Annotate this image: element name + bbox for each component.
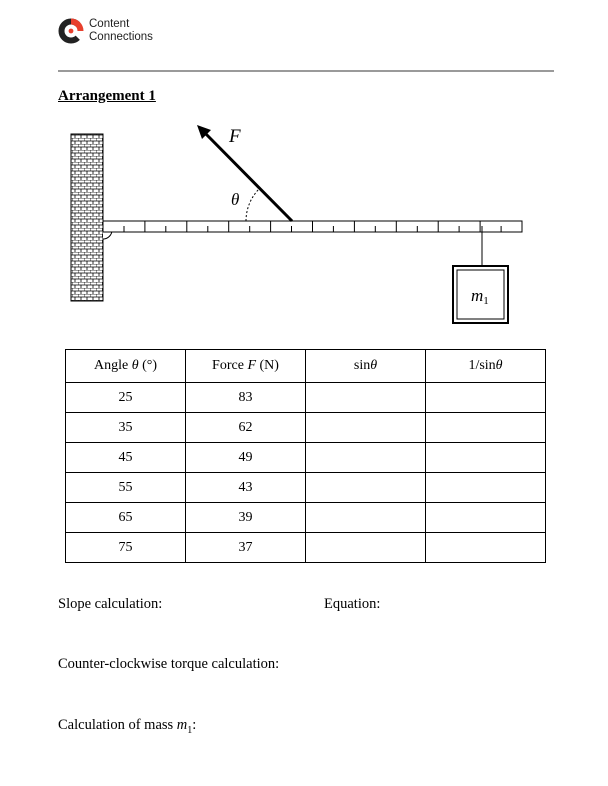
header-force bbox=[186, 350, 306, 383]
mass-calc-symbol: m bbox=[176, 717, 188, 733]
cell-sin[interactable] bbox=[306, 443, 426, 473]
header-angle-suffix: (°) bbox=[138, 358, 158, 373]
cell-inv-sin[interactable] bbox=[426, 473, 546, 503]
force-arrow-shaft bbox=[203, 131, 292, 221]
header-sin-symbol: θ bbox=[370, 358, 378, 373]
angle-label: θ bbox=[231, 190, 240, 209]
cell-force: 62 bbox=[186, 413, 306, 443]
section-heading: Arrangement 1 bbox=[58, 88, 156, 104]
cell-force: 83 bbox=[186, 383, 306, 413]
header-inv-sin-prefix: 1/sin bbox=[468, 358, 496, 373]
cell-sin[interactable] bbox=[306, 413, 426, 443]
table-row bbox=[66, 383, 546, 413]
brick-wall bbox=[71, 134, 103, 301]
cell-angle: 45 bbox=[66, 443, 186, 473]
angle-arc bbox=[246, 188, 260, 221]
cell-force: 39 bbox=[186, 503, 306, 533]
cell-inv-sin[interactable] bbox=[426, 503, 546, 533]
cell-sin[interactable] bbox=[306, 473, 426, 503]
cell-inv-sin[interactable] bbox=[426, 413, 546, 443]
table-row bbox=[66, 533, 546, 563]
cell-sin[interactable] bbox=[306, 383, 426, 413]
header-angle-symbol: θ bbox=[131, 358, 139, 373]
table-row bbox=[66, 413, 546, 443]
header-angle bbox=[66, 350, 186, 383]
cell-sin[interactable] bbox=[306, 503, 426, 533]
header-angle-prefix: Angle bbox=[93, 358, 132, 373]
header-force-suffix: (N) bbox=[256, 358, 279, 373]
slope-calculation-label: Slope calculation: bbox=[58, 596, 163, 612]
mass-calc-subscript: 1 bbox=[187, 724, 193, 736]
table-row bbox=[66, 503, 546, 533]
header-force-prefix: Force bbox=[212, 358, 248, 373]
mass-calculation-label bbox=[58, 717, 196, 736]
logo-line-2: Connections bbox=[89, 31, 153, 43]
table-row bbox=[66, 473, 546, 503]
header-inv-sin bbox=[426, 350, 546, 383]
data-table bbox=[65, 349, 546, 563]
mass-label-subscript: 1 bbox=[483, 295, 489, 307]
cell-inv-sin[interactable] bbox=[426, 533, 546, 563]
table-header-row bbox=[66, 350, 546, 383]
mass-calc-suffix: : bbox=[192, 717, 197, 733]
force-label: F bbox=[229, 126, 241, 147]
mass-label-symbol: m bbox=[471, 286, 484, 305]
ccw-torque-label: Counter-clockwise torque calculation: bbox=[58, 656, 280, 672]
cell-angle: 35 bbox=[66, 413, 186, 443]
cell-sin[interactable] bbox=[306, 533, 426, 563]
lever-diagram bbox=[0, 0, 608, 345]
logo-line-1: Content bbox=[89, 18, 130, 30]
cell-force: 43 bbox=[186, 473, 306, 503]
equation-label: Equation: bbox=[324, 596, 381, 612]
cell-angle: 25 bbox=[66, 383, 186, 413]
mass-calc-prefix: Calculation of mass bbox=[58, 717, 177, 733]
cell-inv-sin[interactable] bbox=[426, 443, 546, 473]
cell-angle: 55 bbox=[66, 473, 186, 503]
cell-force: 37 bbox=[186, 533, 306, 563]
table-row bbox=[66, 443, 546, 473]
header-inv-sin-symbol: θ bbox=[495, 358, 503, 373]
header-sin-prefix: sin bbox=[353, 358, 371, 373]
cell-angle: 75 bbox=[66, 533, 186, 563]
header-force-symbol: F bbox=[247, 358, 256, 373]
header-sin bbox=[306, 350, 426, 383]
cell-force: 49 bbox=[186, 443, 306, 473]
cell-angle: 65 bbox=[66, 503, 186, 533]
cell-inv-sin[interactable] bbox=[426, 383, 546, 413]
